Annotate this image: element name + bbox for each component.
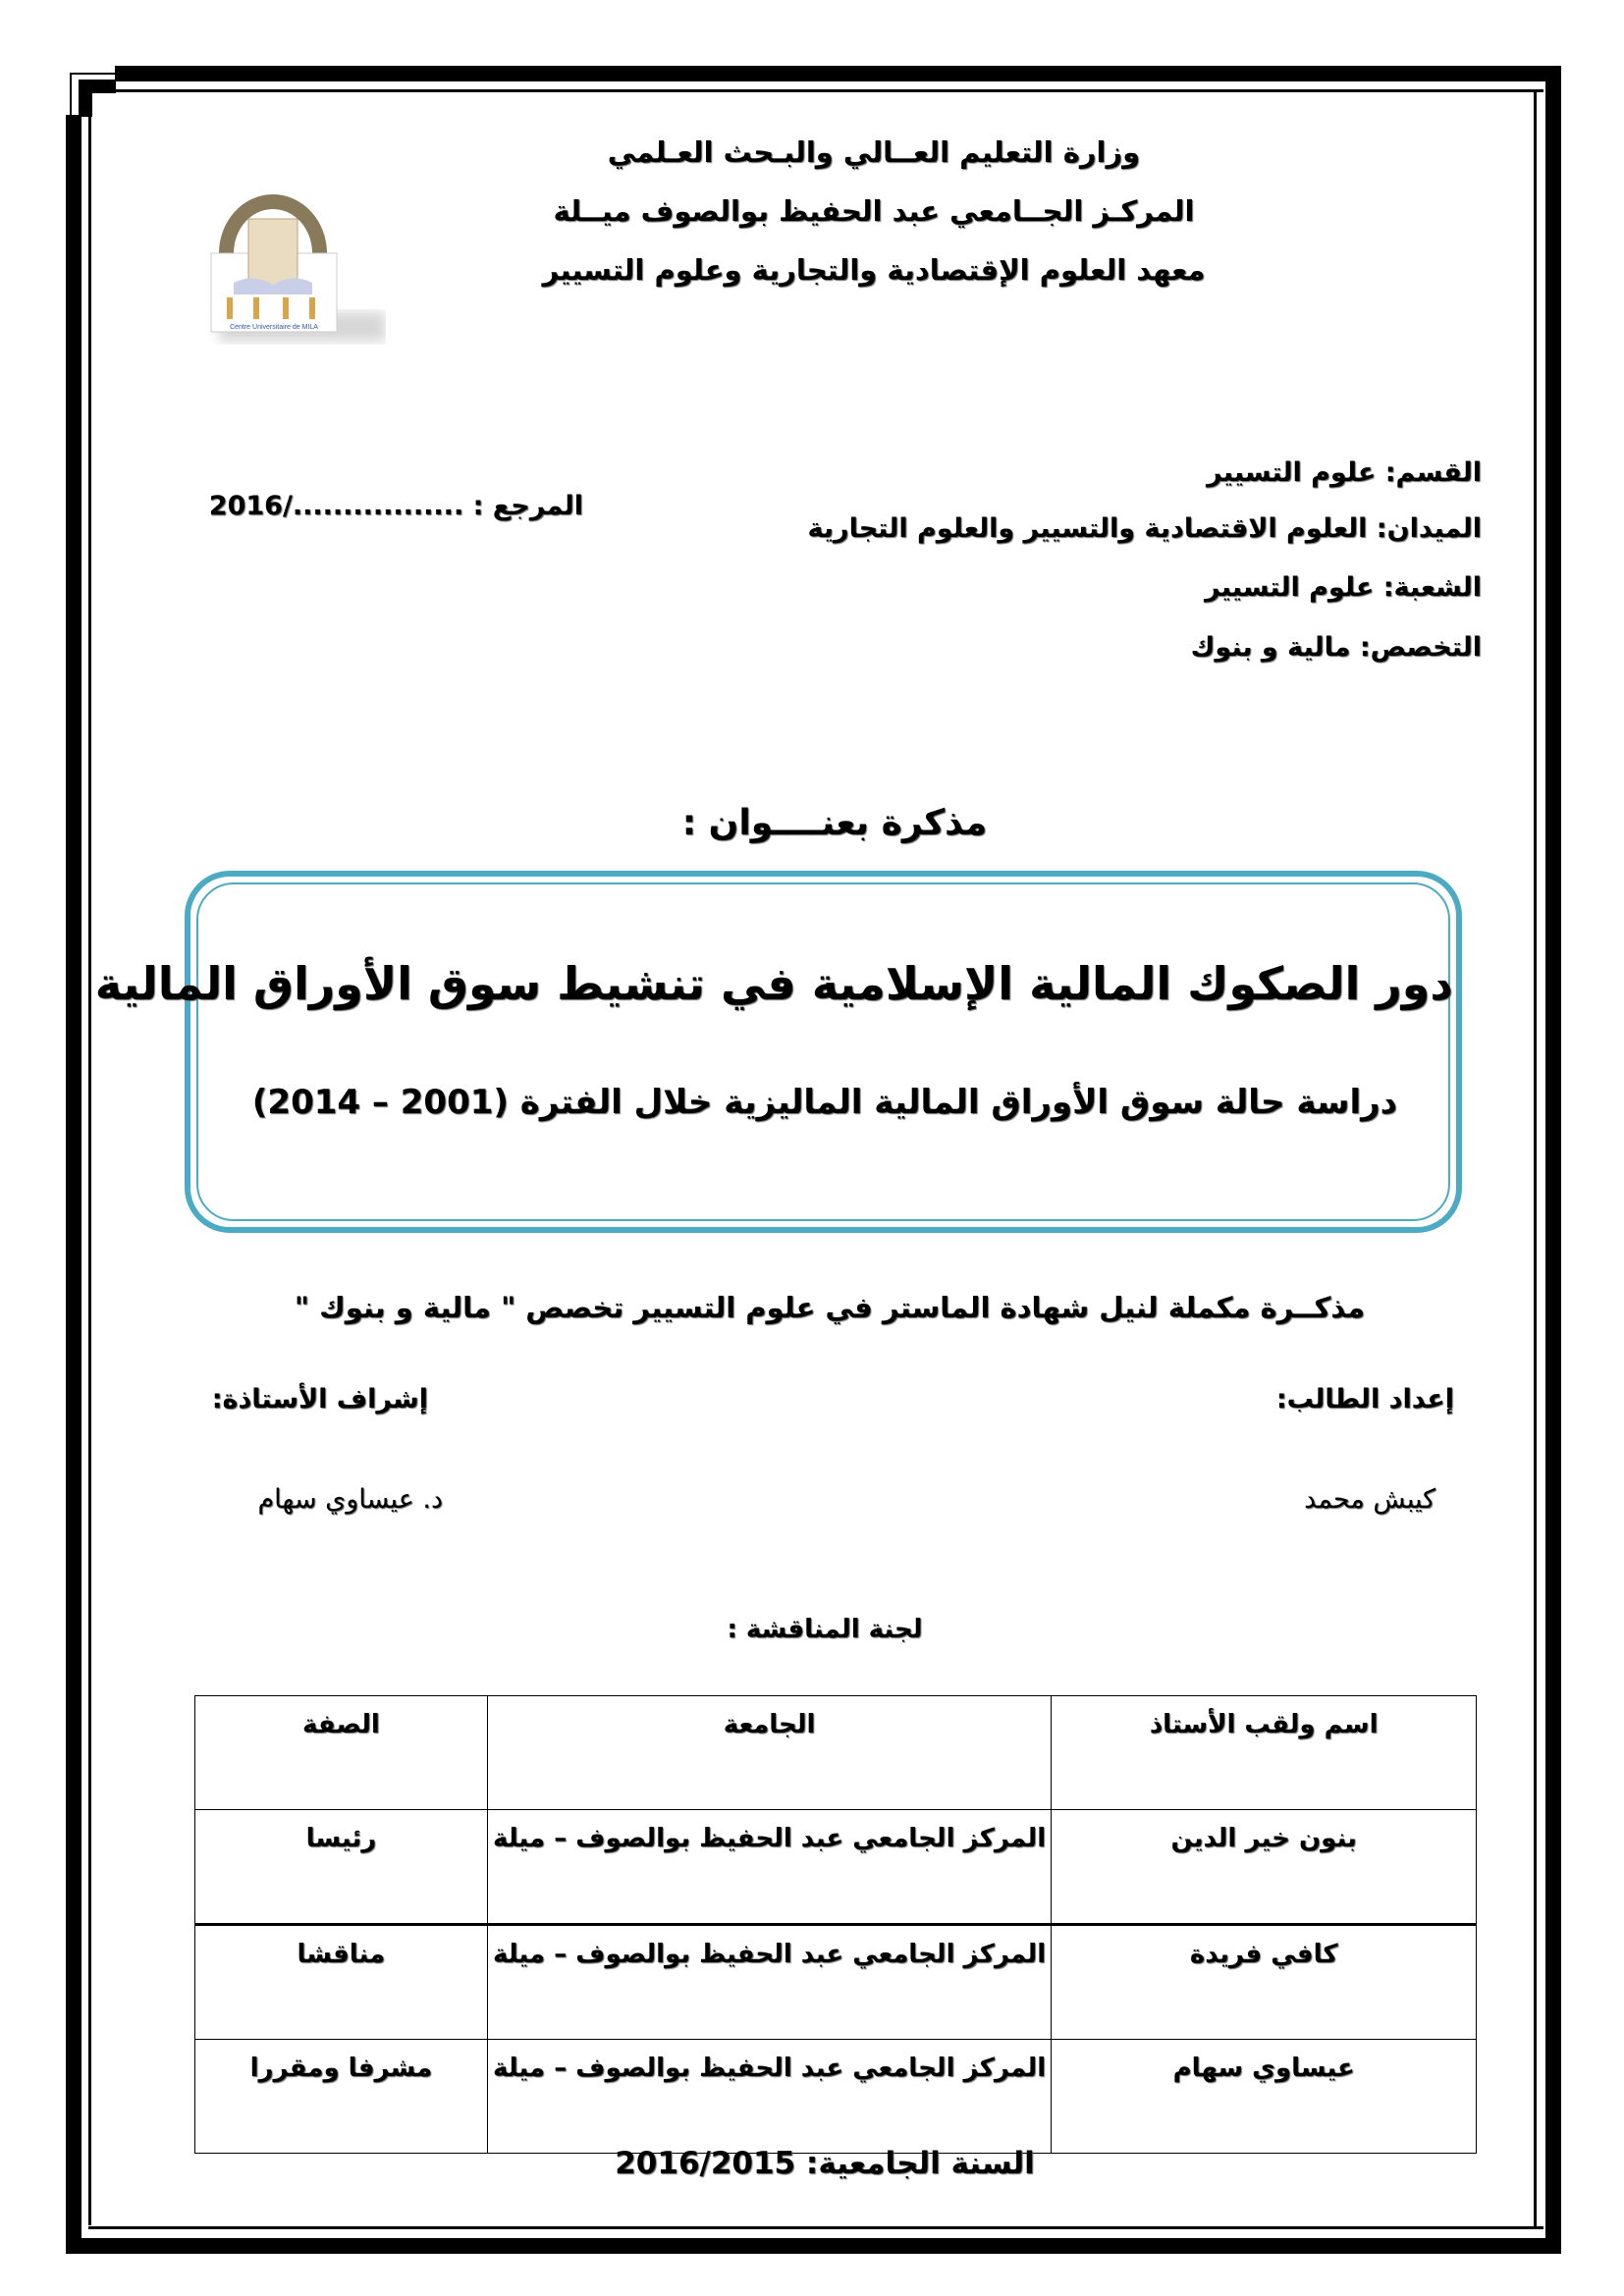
table-row [195, 2040, 1477, 2154]
member-role: مشرفا ومقررا [195, 2040, 488, 2154]
member-role: رئيسا [195, 1810, 488, 1925]
branch: الشعبة: علوم التسيير [1204, 572, 1482, 603]
department: القسم: علوم التسيير [1207, 457, 1482, 488]
supervisor-name: د. عيساوي سهام [257, 1484, 443, 1515]
academic-year: السنة الجامعية: 2016/2015 [615, 2146, 1035, 2181]
university-logo [199, 185, 386, 347]
header-university: الجامعة [487, 1696, 1052, 1810]
reference: المرجع : ................./2016 [208, 491, 583, 521]
student-label: إعداد الطالب: [1275, 1384, 1454, 1415]
header-name: اسم ولقب الأستاذ [1052, 1696, 1477, 1810]
member-name: بنون خير الدين [1052, 1810, 1477, 1925]
field: الميدان: العلوم الاقتصادية والتسيير والعلوم التجارية [807, 513, 1482, 544]
thesis-title: دور الصكوك المالية الإسلامية في تنشيط سوق الأوراق المالية [94, 957, 1453, 1010]
specialty: التخصص: مالية و بنوك [1190, 632, 1482, 663]
thesis-subtitle: دراسة حالة سوق الأوراق المالية الماليزية خلال الفترة (2001 – 2014) [251, 1083, 1398, 1122]
ministry-name: وزارة التعليم العــالي والبـحث العـلمي [607, 135, 1141, 169]
institute-name: معهد العلوم الإقتصادية والتجارية وعلوم التسيير [542, 253, 1206, 287]
title-box [94, 871, 1462, 1233]
table-header-row [195, 1696, 1477, 1810]
svg-text:Centre Universitaire de MILA: Centre Universitaire de MILA [230, 324, 318, 331]
header-role: الصفة [195, 1696, 488, 1810]
table-row [195, 1925, 1477, 2040]
member-university: المركز الجامعي عبد الحفيظ بوالصوف – ميلة [487, 1925, 1052, 2040]
thesis-purpose: مذكــرة مكملة لنيل شهادة الماستر في علوم التسيير تخصص " مالية و بنوك " [294, 1291, 1366, 1324]
supervisor-label: إشراف الأستاذة: [211, 1384, 428, 1415]
member-role: مناقشا [195, 1925, 488, 2040]
member-university: المركز الجامعي عبد الحفيظ بوالصوف – ميلة [487, 1810, 1052, 1925]
student-name: كيبش محمد [1304, 1484, 1435, 1515]
university-name: المركـز الجــامعي عبد الحفيظ بوالصوف ميــلة [553, 194, 1195, 228]
table-row [195, 1810, 1477, 1925]
committee-label: لجنة المناقشة : [727, 1615, 923, 1644]
title-label: مذكرة بعنــــوان : [681, 803, 988, 843]
committee-table [194, 1695, 1477, 2154]
member-name: كافي فريدة [1052, 1925, 1477, 2040]
member-university: المركز الجامعي عبد الحفيظ بوالصوف – ميلة [487, 2040, 1052, 2154]
member-name: عيساوي سهام [1052, 2040, 1477, 2154]
